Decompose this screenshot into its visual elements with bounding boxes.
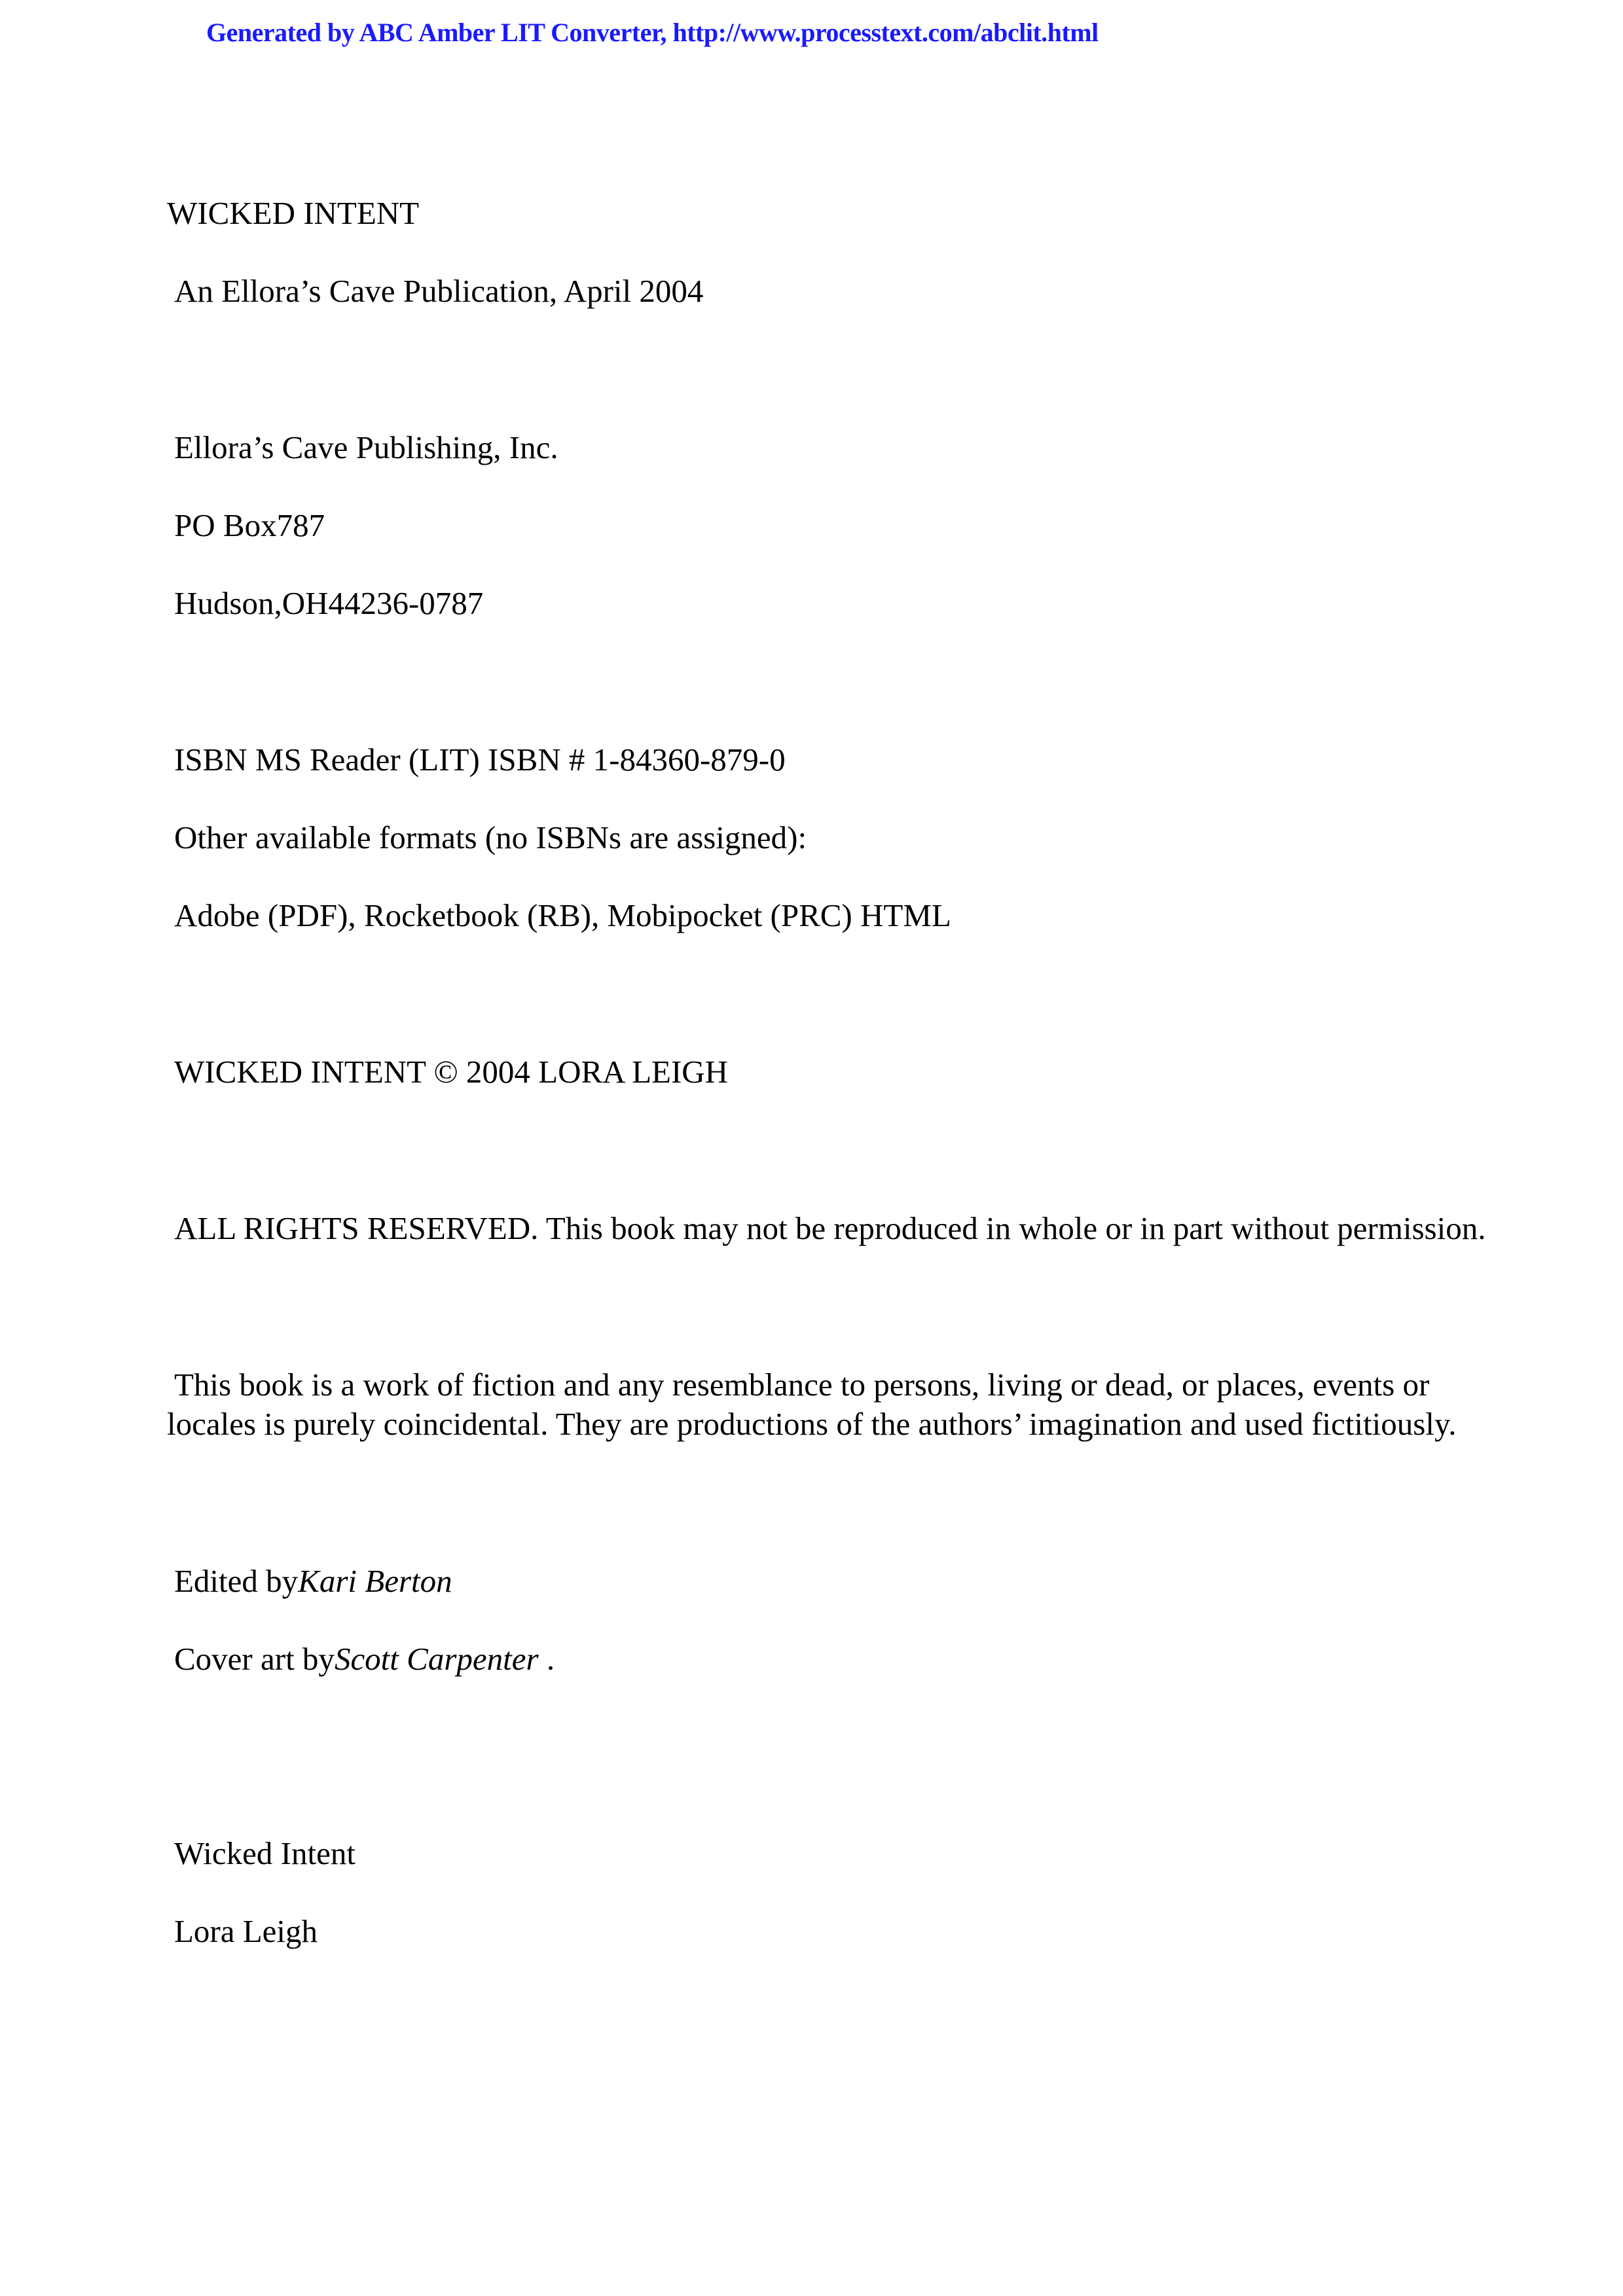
publisher-city: Hudson,OH44236-0787 (174, 585, 484, 621)
fiction-disclaimer-line-1: This book is a work of fiction and any resemblance to persons, living or dead, or places, events or (174, 1367, 1430, 1403)
cover-art-prefix: Cover art by (174, 1641, 335, 1677)
closing-author: Lora Leigh (174, 1913, 318, 1949)
converter-banner-link[interactable]: Generated by ABC Amber LIT Converter, http://www.processtext.com/abclit.html (206, 18, 1099, 47)
publication-line: An Ellora’s Cave Publication, April 2004 (174, 273, 704, 309)
edited-by-prefix: Edited by (174, 1563, 299, 1599)
edited-by-line (174, 1562, 452, 1601)
isbn-other-formats: Other available formats (no ISBNs are assigned): (174, 819, 807, 855)
closing-title: Wicked Intent (174, 1835, 356, 1871)
isbn-formats-list: Adobe (PDF), Rocketbook (RB), Mobipocket (PRC) HTML (174, 897, 951, 933)
cover-artist-name: Scott Carpenter (334, 1641, 539, 1677)
book-title: WICKED INTENT (167, 195, 420, 231)
editor-name: Kari Berton (298, 1563, 452, 1599)
copyright-line: WICKED INTENT © 2004 LORA LEIGH (174, 1054, 729, 1090)
isbn-lit: ISBN MS Reader (LIT) ISBN # 1-84360-879-0 (174, 742, 786, 778)
cover-art-suffix: . (538, 1641, 555, 1677)
cover-art-line (174, 1640, 555, 1679)
publisher-name: Ellora’s Cave Publishing, Inc. (174, 429, 558, 465)
rights-line: ALL RIGHTS RESERVED. This book may not be reproduced in whole or in part without permission. (174, 1210, 1486, 1246)
publisher-po-box: PO Box787 (174, 507, 325, 543)
fiction-disclaimer-line-2: locales is purely coincidental. They are productions of the authors’ imagination and used fictitiously. (167, 1406, 1457, 1442)
